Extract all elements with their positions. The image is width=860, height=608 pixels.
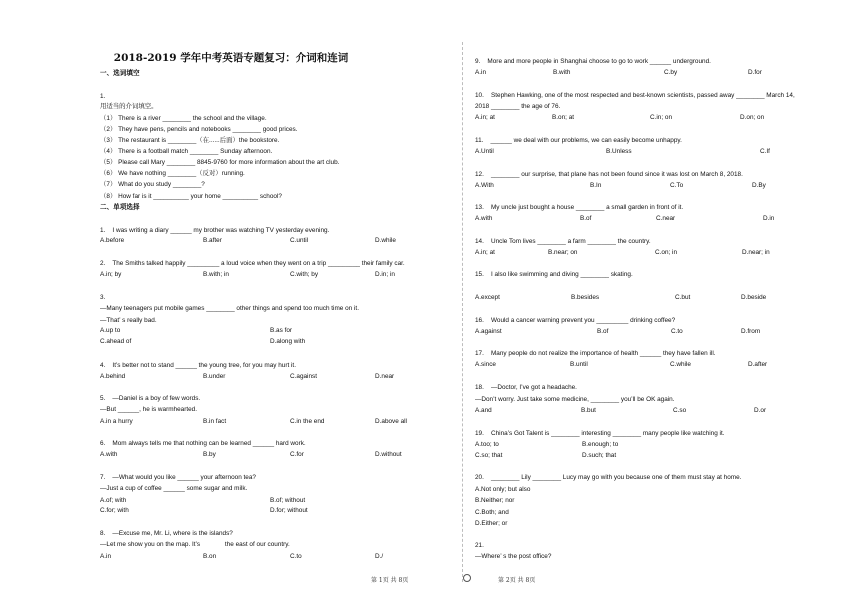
answer-option: C.If (760, 148, 770, 155)
answer-option: B.with (553, 69, 571, 76)
text-line: 19. China’s Got Talent is ________ interesting ________ many people like watching it. (475, 430, 725, 437)
text-line: A.Not only; but also (475, 486, 531, 493)
text-line: —Just a cup of coffee ______ some sugar and milk. (100, 485, 248, 492)
text-line: B.Neither; nor (475, 497, 515, 504)
answer-option: B.as for (270, 327, 293, 334)
text-line: —Don’t worry. Just take some medicine, ________ you’ll be OK again. (475, 396, 675, 403)
answer-option: A.too; to (475, 441, 499, 448)
answer-option: B.after (203, 237, 222, 244)
answer-option: B.in fact (203, 418, 227, 425)
text-line: —Many teenagers put mobile games ________ other things and spend too much time on it. (100, 305, 359, 312)
answer-option: D.from (741, 328, 761, 335)
text-line: （6） We have nothing ________（反对）running. (100, 170, 245, 177)
answer-option: B.with; in (203, 271, 229, 278)
answer-option: A.With (475, 182, 494, 189)
text-line: （2） They have pens, pencils and notebooks ________ good prices. (100, 126, 298, 133)
text-line: 3. (100, 294, 106, 301)
section-heading: 二、单项选择 (100, 204, 140, 211)
text-line: —That’ s really bad. (100, 317, 157, 324)
answer-option: C.for; with (100, 507, 129, 514)
answer-option: C.by (664, 69, 678, 76)
text-line: —Let me show you on the map. It’s the east of our country. (100, 541, 290, 548)
text-line: 17. Many people do not realize the importance of health ______ they have fallen ill. (475, 350, 716, 357)
text-line: 14. Uncle Tom lives ________ a farm ________ the country. (475, 238, 651, 245)
answer-option: A.against (475, 328, 502, 335)
page-number-right: 第 2页 共 8页 (498, 577, 536, 584)
answer-option: B.under (203, 373, 226, 380)
text-line: 7. —What would you like ______ your afternoon tea? (100, 474, 256, 481)
text-line: 10. Stephen Hawking, one of the most respected and best-known scientists, passed away ________ March 14, (475, 92, 795, 99)
answer-option: A.in; by (100, 271, 122, 278)
text-line: 2. The Smiths talked happily _________ a loud voice when they went on a trip _________ their family car. (100, 260, 405, 267)
text-line: 21. (475, 542, 484, 549)
answer-option: B.of (597, 328, 609, 335)
answer-option: D.above all (375, 418, 407, 425)
answer-option: C.for (290, 451, 304, 458)
answer-option: D.near; in (742, 249, 770, 256)
answer-option: A.since (475, 361, 496, 368)
answer-option: C.against (290, 373, 317, 380)
answer-option: B.on; at (552, 114, 575, 121)
text-line: C.Both; and (475, 509, 509, 516)
answer-option: D.for (748, 69, 762, 76)
answer-option: A.up to (100, 327, 121, 334)
answer-option: B.by (203, 451, 216, 458)
binding-hole-icon (463, 574, 471, 582)
page-number-left: 第 1页 共 8页 (371, 577, 409, 584)
text-line: 12. ________ our surprise, that plane has not been found since it was lost on March 8, 2018. (475, 171, 743, 178)
answer-option: B.of (580, 215, 592, 222)
text-line: 5. —Daniel is a boy of few words. (100, 395, 201, 402)
answer-option: B.besides (571, 294, 600, 301)
answer-option: C.To (670, 182, 684, 189)
text-line: （4） There is a football match ________ Sunday afternoon. (100, 148, 273, 155)
answer-option: B.until (570, 361, 588, 368)
text-line: （8） How far is it __________ your home __________ school? (100, 193, 282, 200)
answer-option: B.of; without (270, 497, 306, 504)
answer-option: B.enough; to (582, 441, 619, 448)
answer-option: D.while (375, 237, 396, 244)
answer-option: D.on; on (740, 114, 765, 121)
answer-option: D./ (375, 553, 384, 560)
answer-option: D.near (375, 373, 395, 380)
answer-option: C.with; by (290, 271, 319, 278)
answer-option: C.so; that (475, 452, 503, 459)
text-line: 4. It’s better not to stand ______ the young tree, for you may hurt it. (100, 362, 296, 369)
answer-option: A.and (475, 407, 492, 414)
text-line: 20. ________ Lily ________ Lucy may go with you because one of them must stay at home. (475, 474, 742, 481)
text-line: 用适当的介词填空。 (100, 103, 158, 110)
text-line: 1. I was writing a diary ______ my brother was watching TV yesterday evening. (100, 227, 330, 234)
answer-option: D.without (375, 451, 402, 458)
text-line: 9. More and more people in Shanghai choose to go to work ______ underground. (475, 58, 711, 65)
answer-option: C.but (675, 294, 691, 301)
answer-option: D.after (748, 361, 768, 368)
answer-option: A.in (475, 69, 487, 76)
answer-option: D.along with (270, 338, 306, 345)
text-line: （5） Please call Mary ________ 8845-9760 for more information about the art club. (100, 159, 340, 166)
answer-option: A.in (100, 553, 112, 560)
answer-option: B.Unless (606, 148, 632, 155)
answer-option: D.for; without (270, 507, 308, 514)
answer-option: C.to (671, 328, 683, 335)
right-page (462, 0, 860, 608)
answer-option: C.ahead of (100, 338, 132, 345)
answer-option: A.of; with (100, 497, 127, 504)
answer-option: C.on; in (655, 249, 678, 256)
answer-option: D.beside (741, 294, 767, 301)
answer-option: D.in (763, 215, 775, 222)
text-line: 16. Would a cancer warning prevent you _________ drinking coffee? (475, 317, 676, 324)
text-line: （1） There is a river ________ the school and the village. (100, 115, 267, 122)
answer-option: C.to (290, 553, 302, 560)
answer-option: A.with (475, 215, 493, 222)
section-heading: 一、选词填空 (100, 70, 140, 77)
answer-option: A.before (100, 237, 125, 244)
answer-option: C.until (290, 237, 309, 244)
text-line: 18. —Doctor, I’ve got a headache. (475, 384, 577, 391)
answer-option: A.with (100, 451, 118, 458)
answer-option: A.behind (100, 373, 126, 380)
text-line: 15. I also like swimming and diving ________ skating. (475, 271, 633, 278)
answer-option: C.in; on (650, 114, 673, 121)
answer-option: C.so (673, 407, 687, 414)
answer-option: A.in; at (475, 249, 495, 256)
answer-option: D.in; in (375, 271, 395, 278)
answer-option: C.while (670, 361, 691, 368)
answer-option: D.such; that (582, 452, 617, 459)
text-line: 8. —Excuse me, Mr. Li, where is the islands? (100, 530, 233, 537)
answer-option: D.By (752, 182, 766, 189)
answer-option: A.except (475, 294, 500, 301)
answer-option: C.in the end (290, 418, 325, 425)
answer-option: C.near (656, 215, 676, 222)
answer-option: A.in a hurry (100, 418, 133, 425)
text-line: 6. Mom always tells me that nothing can be learned ______ hard work. (100, 440, 306, 447)
text-line: —Where’ s the post office? (475, 553, 552, 560)
text-line: 11. ______ we deal with our problems, we can easily become unhappy. (475, 137, 682, 144)
answer-option: B.near; on (548, 249, 578, 256)
page-title: 2018-2019 学年中考英语专题复习：介词和连词 (113, 52, 349, 64)
answer-option: A.in; at (475, 114, 495, 121)
text-line: —But ______, he is warmhearted. (100, 406, 197, 413)
text-line: （3） The restaurant is ________（在......后面）the bookstore. (100, 137, 280, 144)
answer-option: B.In (590, 182, 602, 189)
text-line: D.Either; or (475, 520, 508, 527)
answer-option: B.on (203, 553, 217, 560)
answer-option: A.Until (475, 148, 494, 155)
text-line: （7） What do you study ________? (100, 181, 205, 188)
answer-option: D.or (754, 407, 767, 414)
text-line: 1. (100, 93, 106, 100)
text-line: 13. My uncle just bought a house ________ a small garden in front of it. (475, 204, 684, 211)
answer-option: B.but (581, 407, 596, 414)
text-line: 2018 ________ the age of 76. (475, 103, 561, 110)
